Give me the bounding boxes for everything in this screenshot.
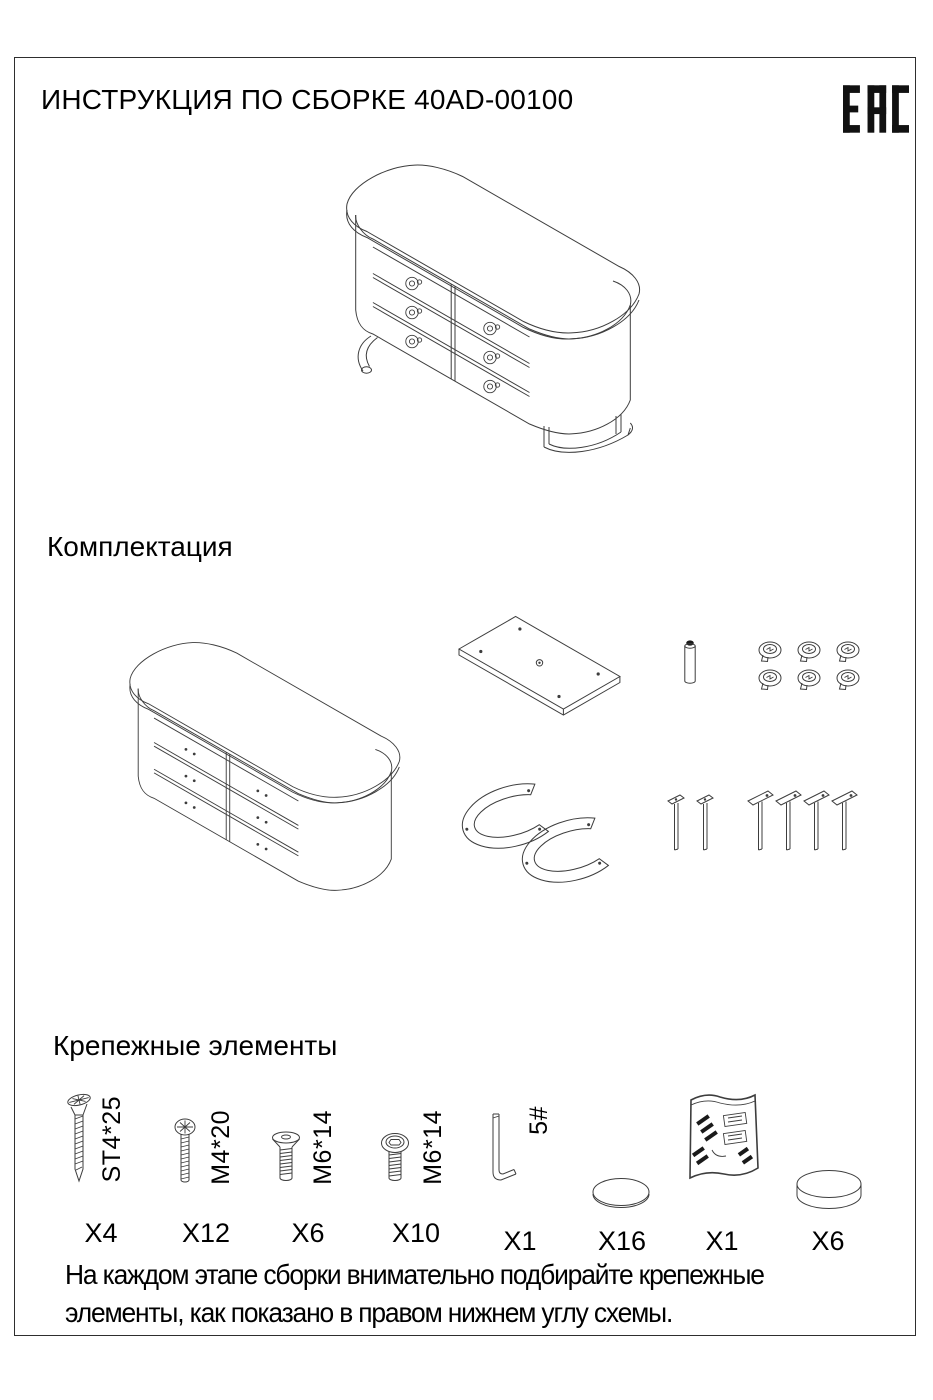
- count-label: X16: [597, 1226, 647, 1256]
- size-label: ST4*25: [98, 1096, 126, 1183]
- hardware-item: [465, 1088, 575, 1256]
- assembled-cabinet-drawing: [311, 144, 643, 454]
- allen-key-icon: [487, 1110, 521, 1190]
- count-label: X1: [503, 1226, 537, 1256]
- bracket-pins-drawing: [747, 790, 875, 856]
- count-label: X12: [181, 1218, 231, 1248]
- flat-head-bolt-icon: [271, 1130, 301, 1190]
- hardware-item: [773, 1088, 883, 1256]
- count-label: X4: [84, 1218, 118, 1248]
- count-label: X6: [291, 1218, 325, 1248]
- hardware-item: [253, 1088, 363, 1253]
- left-leg-drawing: [358, 336, 377, 373]
- page-title: ИНСТРУКЦИЯ ПО СБОРКЕ 40AD-00100: [41, 84, 574, 115]
- count-label: X10: [391, 1218, 441, 1248]
- wood-screw-icon: [64, 1091, 94, 1191]
- button-head-bolt-icon: [379, 1132, 411, 1190]
- pan-head-screw-icon: [173, 1118, 197, 1190]
- assembly-note-line: На каждом этапе сборки внимательно подбирайте крепежные: [65, 1259, 764, 1290]
- size-label: M4*20: [207, 1110, 235, 1185]
- curved-legs-part-drawing: [451, 778, 641, 890]
- components-heading: Комплектация: [47, 531, 233, 562]
- eac-mark-icon: [843, 80, 909, 138]
- support-pins-drawing: [667, 794, 719, 856]
- hardware-item: [361, 1088, 471, 1253]
- size-label: M6*14: [419, 1110, 447, 1185]
- hardware-item: [667, 1088, 777, 1256]
- hardware-item: [46, 1088, 156, 1253]
- felt-pad-icon: [793, 1168, 865, 1216]
- hardware-item: [567, 1088, 677, 1256]
- assembly-note: [65, 1256, 876, 1332]
- top-panel-part-drawing: [455, 611, 627, 733]
- leg-part-drawing: [681, 638, 699, 688]
- size-label: 5#: [525, 1106, 553, 1135]
- knob-parts-drawing: [753, 636, 875, 694]
- hardware-pack-icon: [682, 1088, 764, 1190]
- hardware-heading: Крепежные элементы: [53, 1030, 338, 1061]
- size-label: M6*14: [309, 1110, 337, 1185]
- page-border: [14, 57, 916, 1336]
- cover-cap-icon: [590, 1176, 652, 1216]
- assembly-note-line: элементы, как показано в правом нижнем углу схемы.: [65, 1296, 673, 1328]
- hardware-item: [151, 1088, 261, 1253]
- count-label: X1: [705, 1226, 739, 1256]
- count-label: X6: [811, 1226, 845, 1256]
- cabinet-body-part-drawing: [97, 623, 403, 909]
